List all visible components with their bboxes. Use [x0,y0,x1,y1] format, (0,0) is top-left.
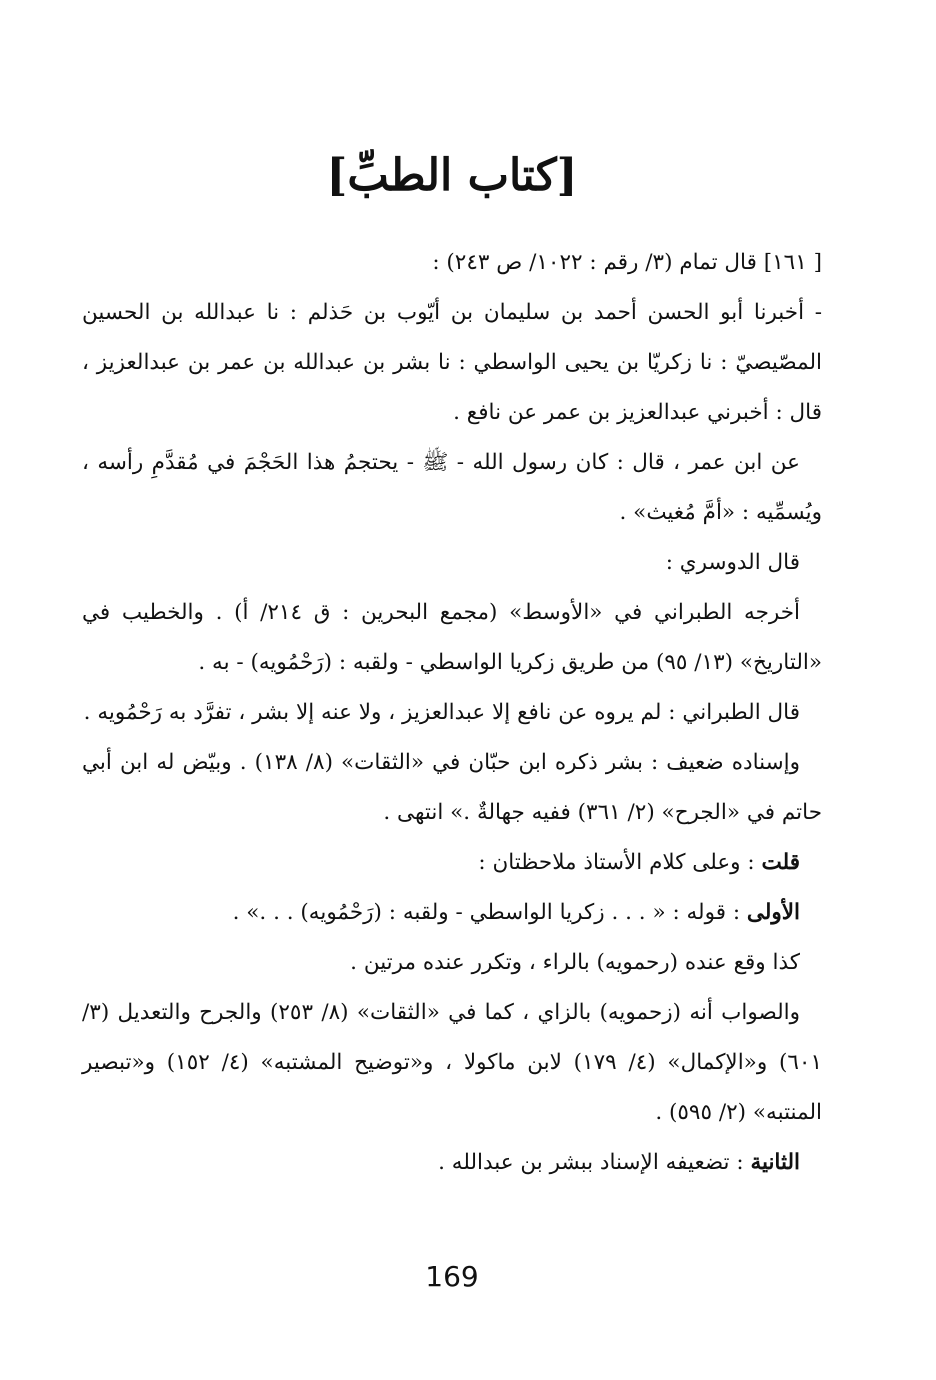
hadith-text: عن ابن عمر ، قال : كان رسول الله - ﷺ - يحتجمُ هذا الحَجْمَ في مُقدَّمِ رأسه ، ويُسمِّيه : «أمَّ مُغيث» . [82,450,822,525]
page-number: 169 [425,1260,479,1293]
isnad-paragraph: - أخبرنا أبو الحسن أحمد بن سليمان بن أيّوب بن حَذلم : نا عبدالله بن الحسين المصّيصيّ : نا زكريّا بن يحيى الواسطي : نا بشر بن عبدالله بن عمر بن عبدالعزيز ، قال : أخبرني عبدالعزيز بن عمر عن نافع . [82,300,822,425]
isnad-grading-paragraph: وإسناده ضعيف : بشر ذكره ابن حبّان في «الثقات» (٨/ ١٣٨) . وبيّض له ابن أبي حاتم في «الجرح» (٢/ ٣٦١) ففيه جهالةٌ .» انتهى . [82,750,822,825]
qultu-paragraph [82,838,822,888]
qultu-text: : وعلى كلام الأستاذ ملاحظتان : [478,850,762,875]
correction-paragraph: والصواب أنه (زحمويه) بالزاي ، كما في «الثقات» (٨/ ٢٥٣) والجرح والتعديل (٣/ ٦٠١) و«الإكمال» (٤/ ١٧٩) لابن ماكولا ، و«توضيح المشتبه» (٤/ ١٥٢) و«تبصير المنتبه» (٢/ ٥٩٥) . [82,1000,823,1125]
hadith-reference: [ ١٦١] قال تمام (٣/ رقم : ١٠٢٢/ ص ٢٤٣) : [432,250,822,275]
second-remark-paragraph [82,1138,822,1188]
page-body [82,238,822,1188]
chapter-title: [كتاب الطبِّ] [326,150,578,201]
first-remark-paragraph [82,888,822,938]
qultu-lead: قلت [761,850,800,875]
first-remark-text: : قوله : « . . . زكريا الواسطي - ولقبه : (رَحْمُويه) . . .» . [232,900,747,925]
rahmawayh-note: كذا وقع عنده (رحمويه) بالراء ، وتكرر عنده مرتين . [350,950,800,975]
tabarani-paragraph: قال الطبراني : لم يروه عن نافع إلا عبدالعزيز ، ولا عنه إلا بشر ، تفرَّد به رَحْمُويه . [83,700,800,725]
dosari-heading: قال الدوسري : [665,550,800,575]
first-remark-lead: الأولى [746,900,800,925]
book-page [82,0,822,1380]
second-remark-text: : تضعيفه الإسناد ببشر بن عبدالله . [438,1150,751,1175]
second-remark-lead: الثانية [750,1150,800,1175]
takhrij-paragraph: أخرجه الطبراني في «الأوسط» (مجمع البحرين : ق ٢١٤/ أ) . والخطيب في «التاريخ» (١٣/ ٩٥) من طريق زكريا الواسطي - ولقبه : (رَحْمُويه) - به . [82,600,822,675]
